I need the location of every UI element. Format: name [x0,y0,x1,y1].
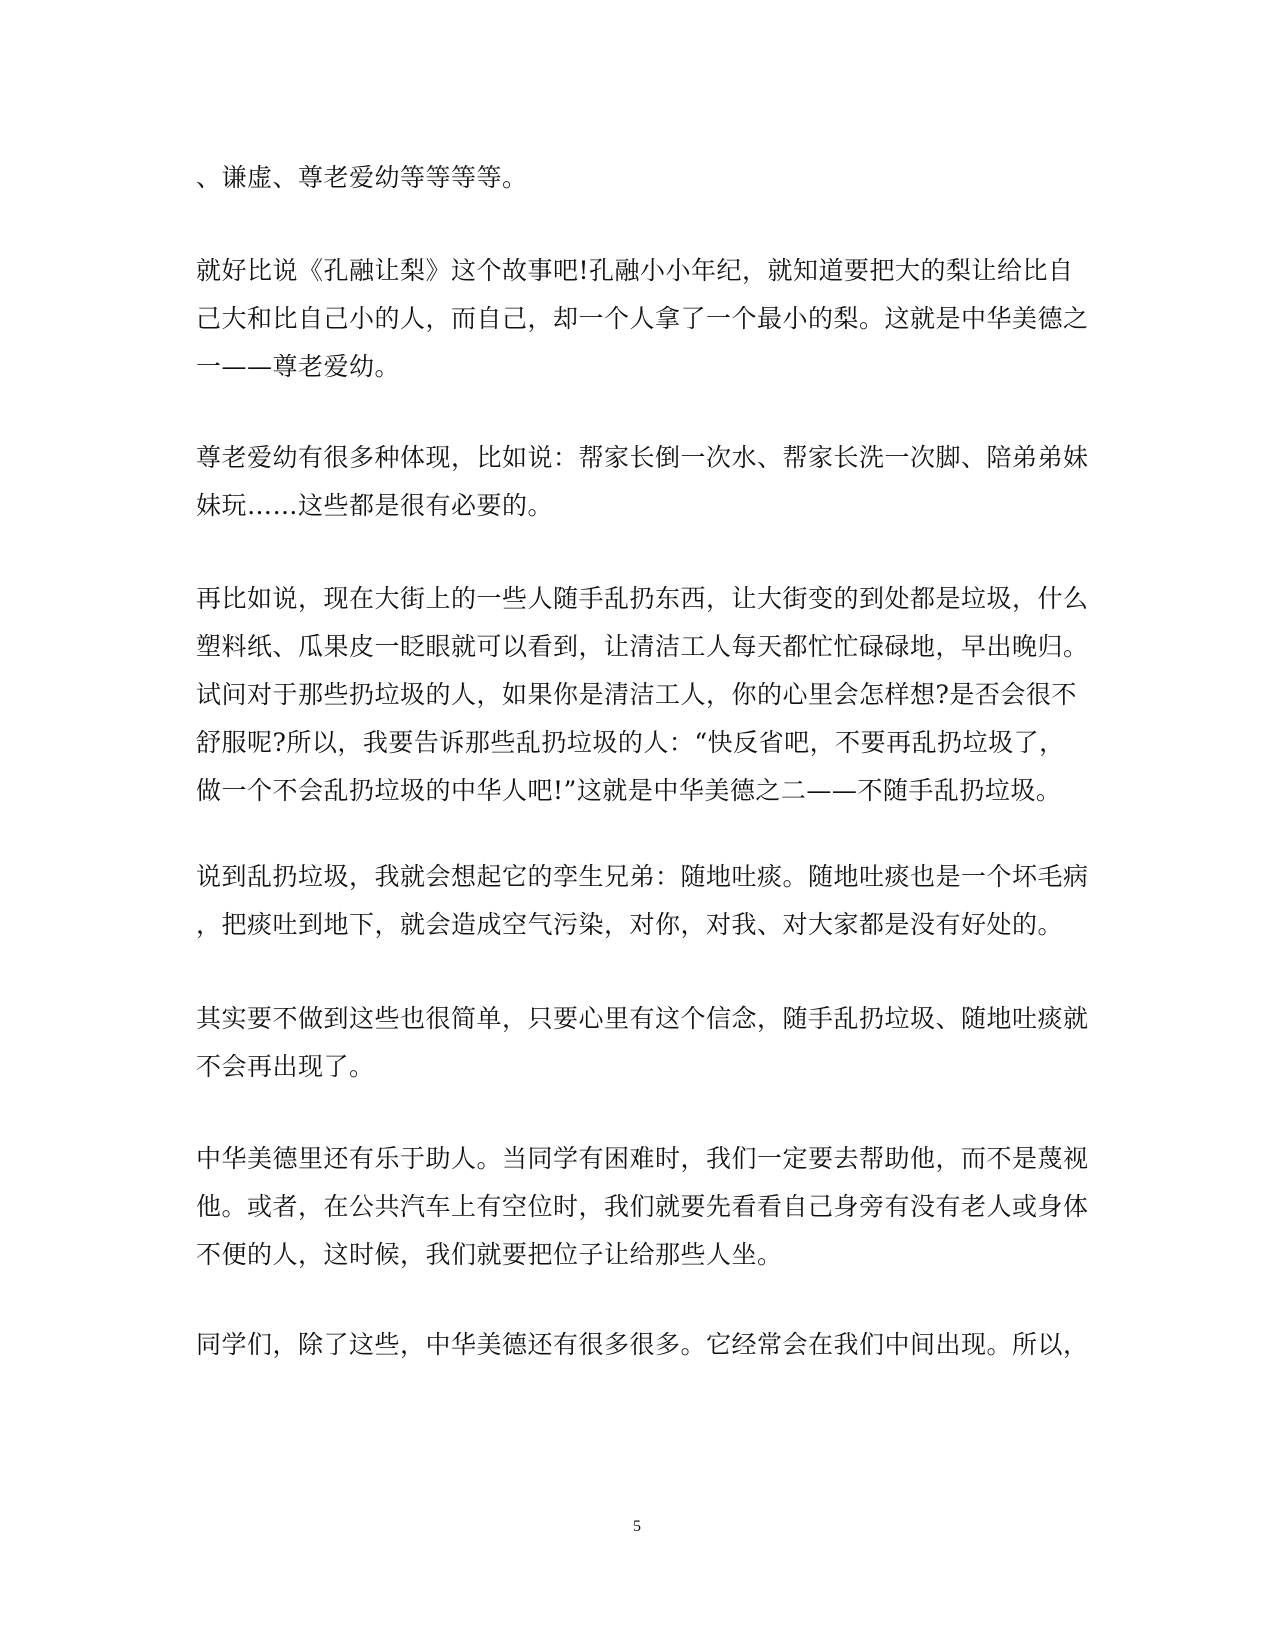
paragraph-line: ，把痰吐到地下，就会造成空气污染，对你，对我、对大家都是没有好处的。 [196,910,1064,939]
paragraph-line: 塑料纸、瓜果皮一眨眼就可以看到，让清洁工人每天都忙忙碌碌地，早出晚归。 [196,632,1089,661]
paragraph-6 [196,995,1089,1091]
paragraph-line: 就好比说《孔融让梨》这个故事吧!孔融小小年纪，就知道要把大的梨让给比自 [196,256,1074,285]
paragraph-line: 做一个不会乱扔垃圾的中华人吧!”这就是中华美德之二——不随手乱扔垃圾。 [196,776,1062,805]
paragraph-line: 试问对于那些扔垃圾的人，如果你是清洁工人，你的心里会怎样想?是否会很不 [196,680,1077,709]
paragraph-1 [196,154,1076,202]
paragraph-line: 妹玩……这些都是很有必要的。 [196,491,554,520]
paragraph-line: 说到乱扔垃圾，我就会想起它的孪生兄弟：随地吐痰。随地吐痰也是一个坏毛病 [196,862,1089,891]
paragraph-line: 己大和比自己小的人，而自己，却一个人拿了一个最小的梨。这就是中华美德之 [196,304,1089,333]
paragraph-line: 、谦虚、尊老爱幼等等等等。 [196,163,528,192]
paragraph-5 [196,853,1089,949]
paragraph-line: 一——尊老爱幼。 [196,352,401,381]
paragraph-line: 其实要不做到这些也很简单，只要心里有这个信念，随手乱扔垃圾、随地吐痰就 [196,1004,1089,1033]
paragraph-line: 舒服呢?所以，我要告诉那些乱扔垃圾的人：“快反省吧，不要再乱扔垃圾了， [196,728,1065,757]
page-number: 5 [633,1518,641,1535]
paragraph-line: 不会再出现了。 [196,1052,375,1081]
paragraph-line: 再比如说，现在大街上的一些人随手乱扔东西，让大街变的到处都是垃圾，什么 [196,584,1089,613]
paragraph-line: 中华美德里还有乐于助人。当同学有困难时，我们一定要去帮助他，而不是蔑视 [196,1144,1089,1173]
paragraph-7 [196,1135,1089,1279]
paragraph-8 [196,1321,1089,1369]
paragraph-line: 同学们，除了这些，中华美德还有很多很多。它经常会在我们中间出现。所以， [196,1330,1089,1359]
paragraph-2 [196,247,1089,391]
paragraph-line: 他。或者，在公共汽车上有空位时，我们就要先看看自己身旁有没有老人或身体 [196,1192,1089,1221]
paragraph-4 [196,575,1089,815]
paragraph-3 [196,434,1089,530]
paragraph-line: 尊老爱幼有很多种体现，比如说：帮家长倒一次水、帮家长洗一次脚、陪弟弟妹 [196,443,1089,472]
paragraph-line: 不便的人，这时候，我们就要把位子让给那些人坐。 [196,1240,783,1269]
